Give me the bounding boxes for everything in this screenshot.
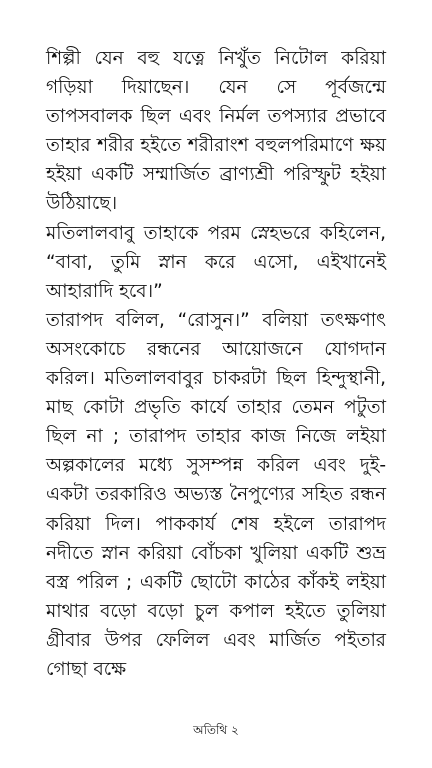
paragraph: মতিলালবাবু তাহাকে পরম স্নেহভরে কহিলেন, “বাবা, তুমি স্নান করে এসো, এইখানেই আহারাদি হবে।” — [46, 222, 386, 302]
body-text — [46, 44, 386, 684]
page-footer: অতিথি ২ — [193, 723, 239, 737]
paragraph: তারাপদ বলিল, “রোসুন।” বলিয়া তৎক্ষণাৎ অসংকোচে রন্ধনের আয়োজনে যোগদান করিল। মতিলালবাবুর চাকরটা ছিল হিন্দুস্থানী, মাছ কোটা প্রভৃতি কার্যে তাহার তেমন পটুতা ছিল না ; তারাপদ তাহার কাজ নিজে লইয়া অল্পকালের মধ্যে সুসম্পন্ন করিল এবং দুই- একটা তরকারিও অভ্যস্ত নৈপুণ্যের সহিত রন্ধন করিয়া দিল। পাককার্য শেষ হইলে তারাপদ নদীতে স্নান করিয়া বোঁচকা খুলিয়া একটি শুভ্র বস্ত্র পরিল ; একটি ছোটো কাঠের কাঁকই লইয়া মাথার বড়ো বড়ো চুল কপাল হইতে তুলিয়া গ্রীবার উপর ফেলিল এবং মার্জিত পইতার গোছা বক্ষে — [46, 309, 386, 680]
paragraph: শিল্পী যেন বহু যত্নে নিখুঁত নিটোল করিয়া গড়িয়া দিয়াছেন। যেন সে পূর্বজন্মে তাপসবালক ছিল এবং নির্মল তপস্যার প্রভাবে তাহার শরীর হইতে শরীরাংশ বহুলপরিমাণে ক্ষয় হইয়া একটি সম্মার্জিত ব্রাণ্যশ্রী পরিস্ফুট হইয়া উঠিয়াছে। — [46, 48, 386, 215]
